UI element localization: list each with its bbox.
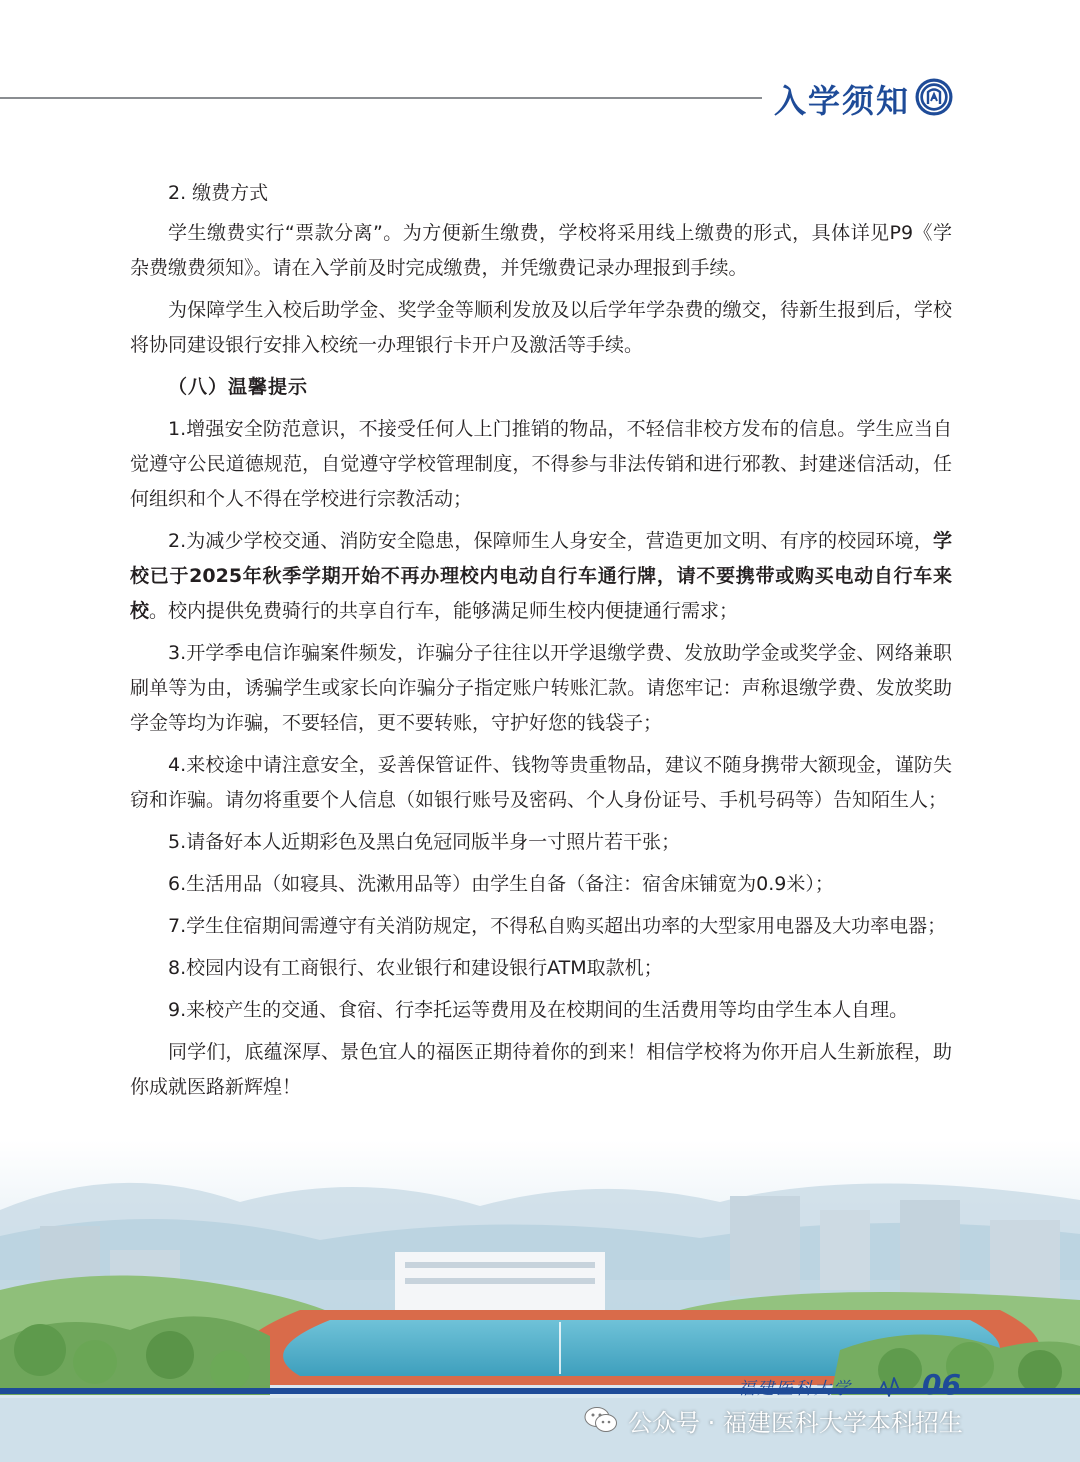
tip-item-4: 4.来校途中请注意安全，妥善保管证件、钱物等贵重物品，建议不随身携带大额现金，谨防失窃和诈骗。请勿将重要个人信息（如银行账号及密码、个人身份证号、手机号码等）告知陌生人； — [130, 754, 952, 811]
university-seal-icon — [914, 77, 954, 117]
tip-item-1: 1.增强安全防范意识，不接受任何人上门推销的物品，不轻信非校方发布的信息。学生应当自觉遵守公民道德规范，自觉遵守学校管理制度，不得参与非法传销和进行邪教、封建迷信活动，任何组织和个人不得在学校进行宗教活动； — [130, 418, 952, 510]
tip-item-2-emphasis: 学校已于2025年秋季学期开始不再办理校内电动自行车通行牌，请不要携带或购买电动自行车来校 — [130, 530, 952, 622]
tip-item-2-text-b: 。校内提供免费骑行的共享自行车，能够满足师生校内便捷通行需求； — [149, 600, 739, 622]
page-number: 06 — [922, 1368, 961, 1401]
tip-item-5: 5.请备好本人近期彩色及黑白免冠同版半身一寸照片若干张； — [168, 831, 681, 853]
tip-item-6: 6.生活用品（如寝具、洗漱用品等）由学生自备（备注：宿舍床铺宽为0.9米）； — [168, 873, 834, 895]
paragraph-payment-1: 学生缴费实行“票款分离”。为方便新生缴费，学校将采用线上缴费的形式，具体详见P9《学杂费缴费须知》。请在入学前及时完成缴费，并凭缴费记录办理报到手续。 — [130, 222, 952, 279]
main-content — [130, 176, 952, 1112]
page-header-title: 入学须知 — [774, 82, 911, 120]
closing-paragraph: 同学们，底蕴深厚、景色宜人的福医正期待着你的到来！相信学校将为你开启人生新旅程，助你成就医路新辉煌！ — [130, 1041, 952, 1098]
watermark — [584, 1402, 963, 1438]
wechat-icon — [584, 1406, 618, 1434]
tip-item-8: 8.校园内设有工商银行、农业银行和建设银行ATM取款机； — [168, 957, 663, 979]
tip-item-2-text-a: 2.为减少学校交通、消防安全隐患，保障师生人身安全，营造更加文明、有序的校园环境， — [168, 530, 933, 552]
heartbeat-pulse-icon — [866, 1376, 922, 1398]
tip-item-9: 9.来校产生的交通、食宿、行李托运等费用及在校期间的生活费用等均由学生本人自理。 — [168, 999, 909, 1021]
paragraph-payment-2: 为保障学生入校后助学金、奖学金等顺利发放及以后学年学杂费的缴交，待新生报到后，学校将协同建设银行安排入校统一办理银行卡开户及激活等手续。 — [130, 299, 952, 356]
watermark-text: 公众号 · 福建医科大学本科招生 — [628, 1408, 963, 1437]
tip-item-2 — [130, 524, 952, 629]
footer-university-name: 福建医科大学 — [738, 1379, 852, 1399]
section-heading-tips: （八）温馨提示 — [168, 376, 309, 398]
header-rule — [0, 97, 762, 99]
tip-item-7: 7.学生住宿期间需遵守有关消防规定，不得私自购买超出功率的大型家用电器及大功率电器； — [168, 915, 947, 937]
section-heading-payment: 2. 缴费方式 — [168, 182, 269, 204]
tip-item-3: 3.开学季电信诈骗案件频发，诈骗分子往往以开学退缴学费、发放助学金或奖学金、网络兼职刷单等为由，诱骗学生或家长向诈骗分子指定账户转账汇款。请您牢记：声称退缴学费、发放奖助学金等均为诈骗，不要轻信，更不要转账，守护好您的钱袋子； — [130, 642, 952, 734]
